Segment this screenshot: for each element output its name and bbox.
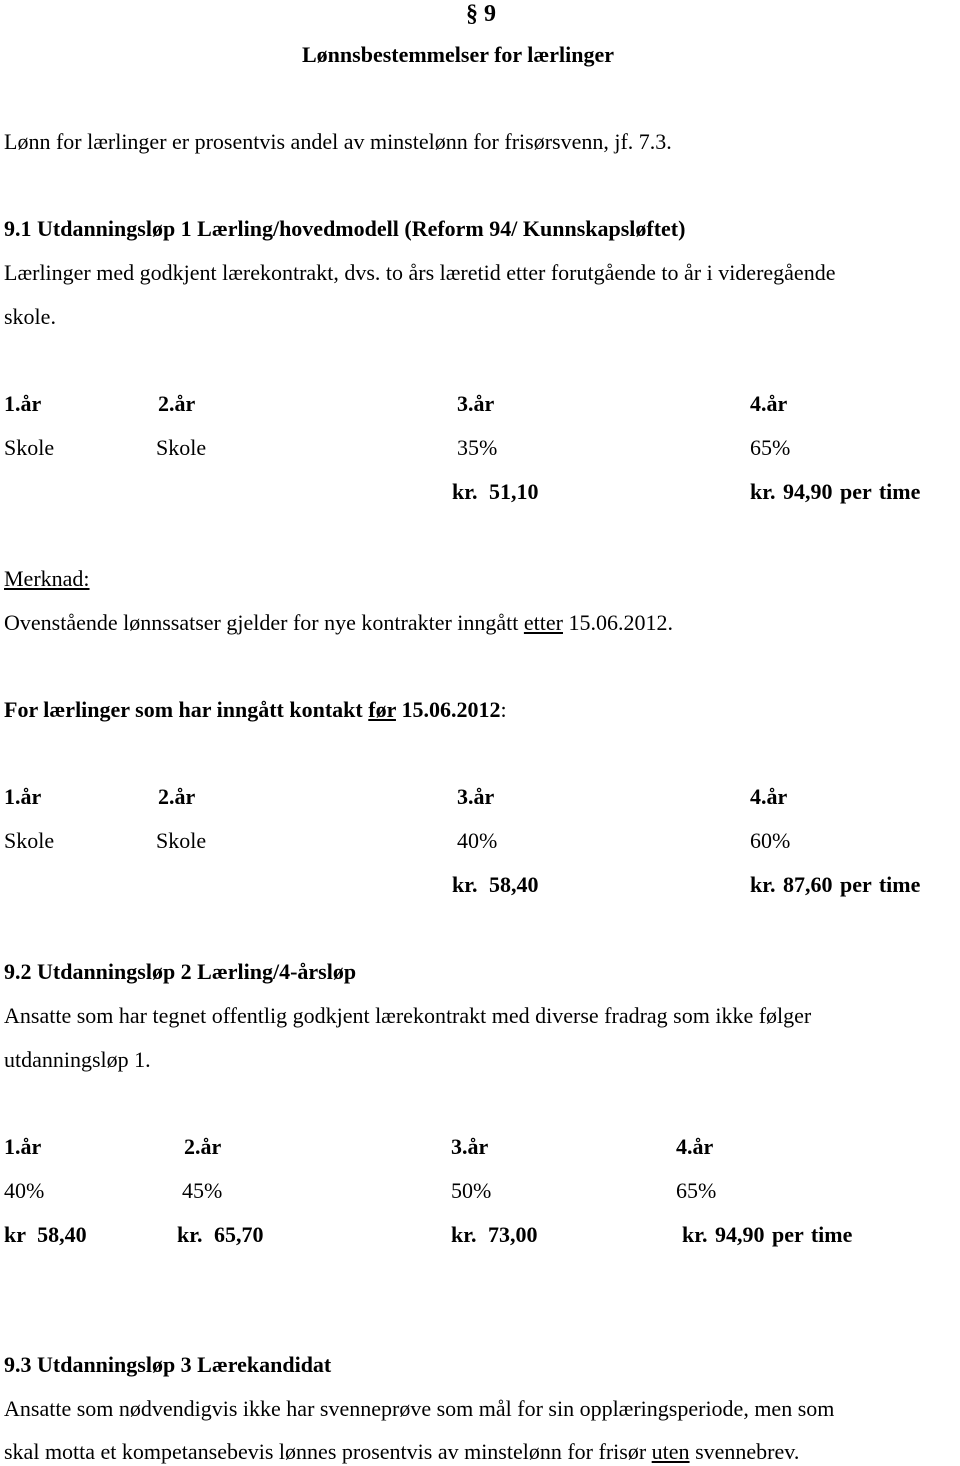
table3-year-2: 2.år — [184, 1134, 222, 1159]
table2-year-1: 1.år — [4, 784, 42, 809]
table2-rate-4: 60% — [750, 828, 791, 853]
section-9-1-text-line1: Lærlinger med godkjent lærekontrakt, dvs. to års læretid etter forutgående to år i videregående — [4, 260, 836, 285]
table3-pay-1: kr 58,40 — [4, 1222, 87, 1247]
section-title: Lønnsbestemmelser for lærlinger — [302, 42, 615, 67]
section-9-2-text-line1: Ansatte som har tegnet offentlig godkjent lærekontrakt med diverse fradrag som ikke følger — [4, 1003, 812, 1028]
note-label-text: Merknad: — [4, 566, 90, 591]
table2-rate-1: Skole — [4, 828, 55, 853]
section-9-3-text-line1: Ansatte som nødvendigvis ikke har svenneprøve som mål for sin opplæringsperiode, men som — [4, 1396, 835, 1421]
s93-line2-part-a: skal motta et kompetansebevis lønnes prosentvis av minstelønn for frisør — [4, 1439, 652, 1464]
before-heading-part-b: 15.06.2012 — [395, 697, 501, 722]
table1-year-4: 4.år — [750, 391, 788, 416]
table1-rate-4: 65% — [750, 435, 791, 460]
table3-year-4: 4.år — [676, 1134, 714, 1159]
section-9-1-heading: 9.1 Utdanningsløp 1 Lærling/hovedmodell (Reform 94/ Kunnskapsløftet) — [4, 216, 686, 241]
table2-pay-3: kr. 58,40 — [452, 872, 539, 897]
note-text-part-b: 15.06.2012. — [562, 610, 673, 635]
table1-year-3: 3.år — [457, 391, 495, 416]
table2-year-2: 2.år — [158, 784, 196, 809]
table1-rate-3: 35% — [457, 435, 498, 460]
before-heading-colon: : — [500, 697, 507, 722]
table2-pay-4: kr. 87,60 per time — [750, 872, 921, 897]
table1-rate-2: Skole — [156, 435, 207, 460]
s93-line2-part-b: svennebrev. — [689, 1439, 800, 1464]
before-heading-part-a: For lærlinger som har inngått kontakt — [4, 697, 369, 722]
section-9-2-heading: 9.2 Utdanningsløp 2 Lærling/4-årsløp — [4, 959, 357, 984]
note-text-underlined: etter — [523, 610, 563, 635]
table3-rate-4: 65% — [676, 1178, 717, 1203]
table1-pay-4: kr. 94,90 per time — [750, 479, 921, 504]
table1-year-1: 1.år — [4, 391, 42, 416]
intro-paragraph: Lønn for lærlinger er prosentvis andel av minstelønn for frisørsvenn, jf. 7.3. — [4, 129, 672, 154]
s93-line2-underlined: uten — [651, 1439, 690, 1464]
table3-rate-2: 45% — [182, 1178, 223, 1203]
table2-year-4: 4.år — [750, 784, 788, 809]
before-date-heading — [4, 699, 507, 721]
table2-rate-2: Skole — [156, 828, 207, 853]
section-number: § 9 — [466, 1, 496, 27]
note-text-part-a: Ovenstående lønnssatser gjelder for nye kontrakter inngått — [4, 610, 524, 635]
table3-rate-1: 40% — [4, 1178, 45, 1203]
table3-rate-3: 50% — [451, 1178, 492, 1203]
section-9-3-heading: 9.3 Utdanningsløp 3 Lærekandidat — [4, 1352, 332, 1377]
table3-pay-2: kr. 65,70 — [177, 1222, 264, 1247]
table1-rate-1: Skole — [4, 435, 55, 460]
table1-year-2: 2.år — [158, 391, 196, 416]
table3-pay-4: kr. 94,90 per time — [682, 1222, 853, 1247]
section-9-3-text-line2 — [4, 1441, 799, 1463]
section-9-2-text-line2: utdanningsløp 1. — [4, 1047, 151, 1072]
table3-year-1: 1.år — [4, 1134, 42, 1159]
note-label — [4, 568, 90, 590]
table2-year-3: 3.år — [457, 784, 495, 809]
note-text — [4, 612, 673, 634]
table3-year-3: 3.år — [451, 1134, 489, 1159]
before-heading-underlined: før — [368, 697, 396, 722]
table1-pay-3: kr. 51,10 — [452, 479, 539, 504]
table2-rate-3: 40% — [457, 828, 498, 853]
table3-pay-3: kr. 73,00 — [451, 1222, 538, 1247]
section-9-1-text-line2: skole. — [4, 304, 56, 329]
